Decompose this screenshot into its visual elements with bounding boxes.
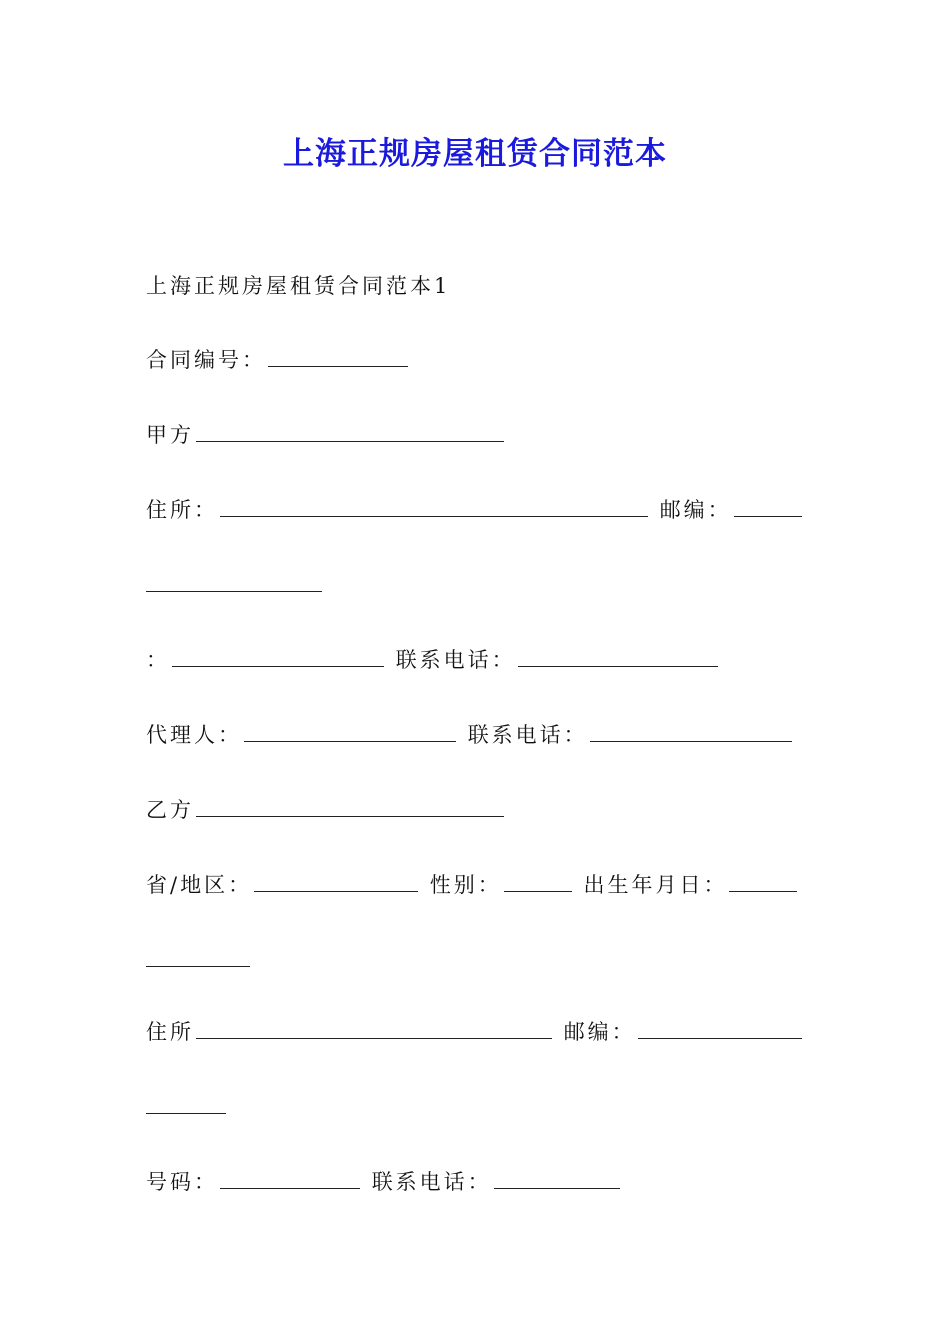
contract-number-label: 合同编号： xyxy=(146,348,266,372)
party-b-postcode-continuation xyxy=(146,1093,228,1121)
party-b-line xyxy=(146,796,506,824)
party-b-postcode-label: 邮编： xyxy=(563,1020,636,1044)
id-number-label: 号码： xyxy=(146,1170,218,1194)
colon-label: ： xyxy=(146,648,170,672)
contract-heading: 上海正规房屋租赁合同范本1 xyxy=(146,274,451,298)
gender-label: 性别： xyxy=(429,873,502,897)
birthdate-field-continued[interactable] xyxy=(146,946,250,967)
party-a-contact-line xyxy=(146,646,720,674)
agent-phone-field[interactable] xyxy=(590,721,792,742)
agent-line xyxy=(146,721,794,749)
unlabeled-field[interactable] xyxy=(172,646,384,667)
party-a-address-field[interactable] xyxy=(220,496,648,517)
party-b-phone-label: 联系电话： xyxy=(371,1170,492,1194)
party-a-address-label: 住所： xyxy=(146,498,218,522)
region-field[interactable] xyxy=(254,871,418,892)
birthdate-label: 出生年月日： xyxy=(583,873,728,897)
party-b-phone-field[interactable] xyxy=(494,1168,620,1189)
agent-label: 代理人： xyxy=(146,723,242,747)
party-b-details-line xyxy=(146,871,799,899)
party-a-postcode-field[interactable] xyxy=(734,496,802,517)
document-title: 上海正规房屋租赁合同范本 xyxy=(283,136,667,172)
party-a-postcode-field-continued[interactable] xyxy=(146,571,322,592)
party-b-postcode-field-continued[interactable] xyxy=(146,1093,226,1114)
agent-field[interactable] xyxy=(244,721,456,742)
agent-phone-label: 联系电话： xyxy=(467,723,588,747)
party-a-phone-field[interactable] xyxy=(518,646,718,667)
contract-number-field[interactable] xyxy=(268,346,408,367)
party-b-field[interactable] xyxy=(196,796,504,817)
id-number-line xyxy=(146,1168,622,1196)
party-a-postcode-label: 邮编： xyxy=(659,498,732,522)
party-b-address-line xyxy=(146,1018,804,1046)
party-a-phone-label: 联系电话： xyxy=(395,648,516,672)
party-a-label: 甲方 xyxy=(146,423,194,447)
region-label: 省/地区： xyxy=(146,873,253,897)
party-b-address-label: 住所 xyxy=(146,1020,194,1044)
id-number-field[interactable] xyxy=(220,1168,360,1189)
birthdate-continuation xyxy=(146,946,252,974)
party-b-postcode-field[interactable] xyxy=(638,1018,802,1039)
contract-number-line xyxy=(146,346,410,374)
party-a-address-line xyxy=(146,496,804,524)
birthdate-field[interactable] xyxy=(729,871,797,892)
party-a-field[interactable] xyxy=(196,421,504,442)
party-a-postcode-continuation xyxy=(146,571,324,599)
party-a-line xyxy=(146,421,506,449)
party-b-address-field[interactable] xyxy=(196,1018,552,1039)
party-b-label: 乙方 xyxy=(146,798,194,822)
gender-field[interactable] xyxy=(504,871,572,892)
